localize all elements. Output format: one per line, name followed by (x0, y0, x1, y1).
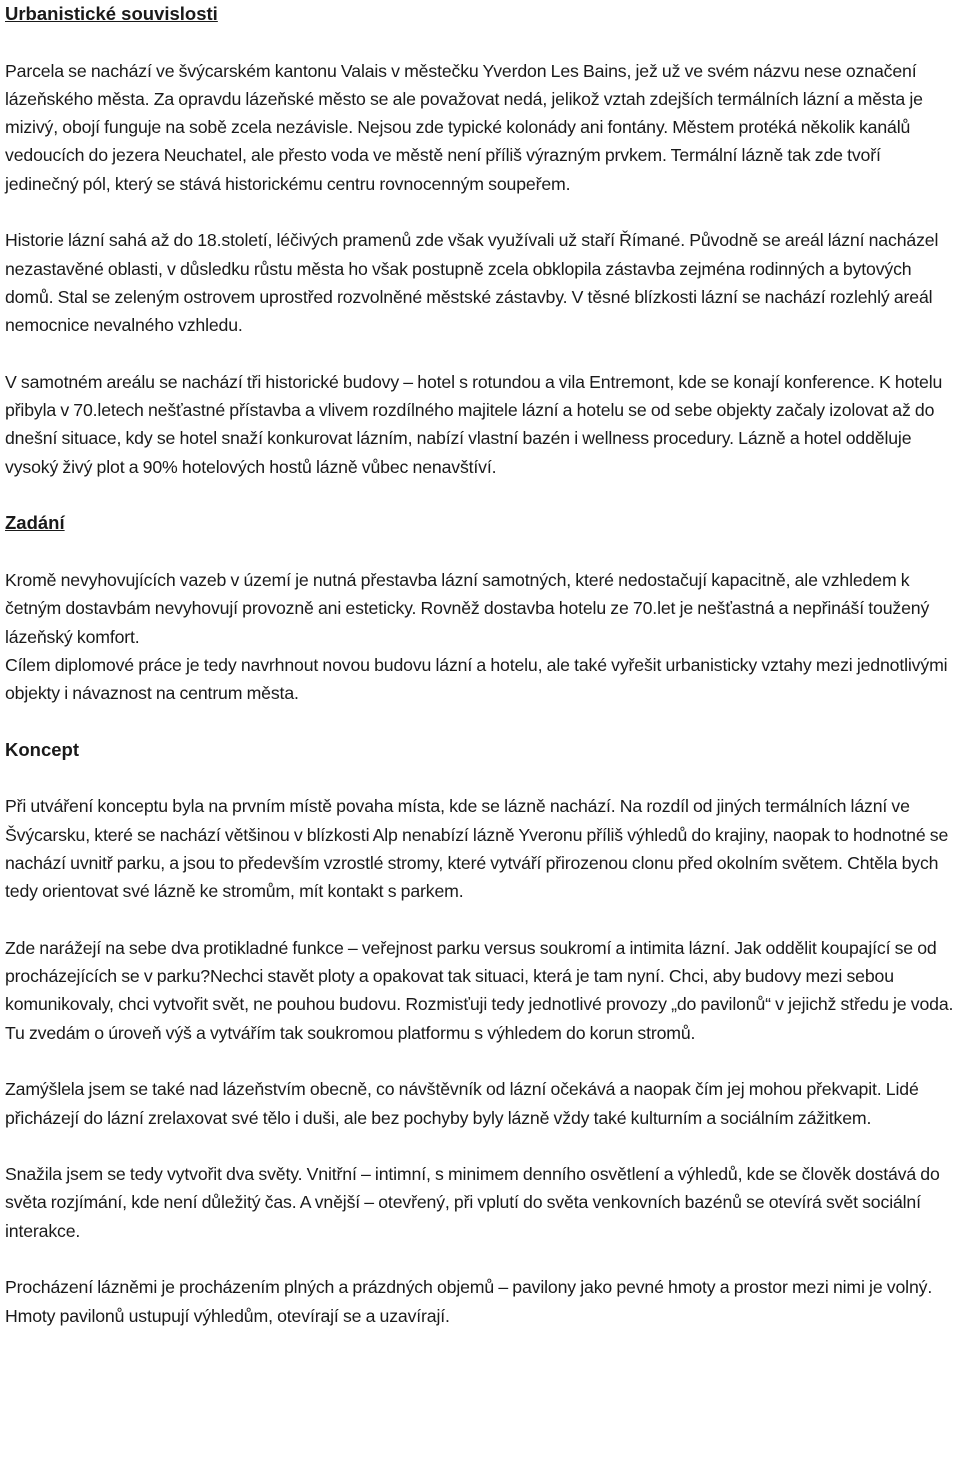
paragraph: V samotném areálu se nachází tři historické budovy – hotel s rotundou a vila Entremont, kde se konají konference. K hotelu přibyla v 70.letech nešťastné přístavba a vlivem rozdílného majitele lázní a hotelu se od sebe objekty začaly izolovat až do dnešní situace, kdy se hotel snaží konkurovat lázním, nabízí vlastní bazén i wellness procedury. Lázně a hotel odděluje vysoký živý plot a 90% hotelových hostů lázně vůbec nenavštíví. (5, 371, 943, 477)
paragraph: Snažila jsem se tedy vytvořit dva světy. Vnitřní – intimní, s minimem denního osvětlení a výhledů, kde se člověk dostává do světa rozjímání, kde není důležitý čas. A vnější – otevřený, při vplutí do světa venkovních bazénů se otevírá svět sociální interakce. (5, 1164, 940, 1241)
spacer (5, 538, 954, 566)
paragraph: Zamýšlela jsem se také nad lázeňstvím obecně, co návštěvník od lázní očekává a naopak čím jej mohou překvapit. Lidé přicházejí do lázní zrelaxovat své tělo i duši, ale bez pochyby byly lázně vždy také kulturním a sociálním zážitkem. (5, 1079, 919, 1128)
paragraph: Parcela se nachází ve švýcarském kantonu Valais v městečku Yverdon Les Bains, jež už ve svém názvu nese označení lázeňského města. Za opravdu lázeňské město se ale považovat nedá, jelikož vztah zdejších termálních lázní a města je mizivý, obojí funguje na sobě zcela nezávisle. Nejsou zde typické kolonády ani fontány. Městem protéká několik kanálů vedoucích do jezera Neuchatel, ale přesto voda ve městě není příliš výrazným prvkem. Termální lázně tak zde tvoří jedinečný pól, který se stává historickému centru rovnocenným soupeřem. (5, 60, 923, 194)
spacer (5, 707, 954, 735)
paragraph: Cílem diplomové práce je tedy navrhnout novou budovu lázní a hotelu, ale také vyřešit urbanisticky vztahy mezi jednotlivými objekty i návaznost na centrum města. (5, 654, 948, 704)
spacer (5, 906, 954, 934)
spacer (5, 1245, 954, 1273)
spacer (5, 1047, 954, 1075)
paragraph: Procházení lázněmi je procházením plných a prázdných objemů – pavilony jako pevné hmoty a prostor mezi nimi je volný. Hmoty pavilonů ustupují výhledům, otevírají se a uzavírají. (5, 1277, 933, 1326)
heading-zadani: Zadání (5, 512, 65, 534)
spacer (5, 764, 954, 792)
heading-urban-context: Urbanistické souvislosti (5, 3, 218, 24)
paragraph: Historie lázní sahá až do 18.století, léčivých pramenů zde však využívali už staří Římané. Původně se areál lázní nacházel nezastavěné oblasti, v důsledku růstu města ho však postupně zcela obklopila zástavba zejména rodinných a bytových domů. Stal se zeleným ostrovem uprostřed rozvolněné městské zástavby. V těsné blízkosti lázní se nachází rozlehlý areál nemocnice nevalného vzhledu. (5, 230, 939, 336)
paragraph: Při utváření konceptu byla na prvním místě povaha místa, kde se lázně nachází. Na rozdíl od jiných termálních lázní ve Švýcarsku, které se nachází většinou v blízkosti Alp nenabízí lázně Yveronu příliš výhledů do krajiny, naopak to hodnotné se nachází uvnitř parku, a jsou to především vzrostlé stromy, které vytváří přirozenou clonu před okolním světem. Chtěla bych tedy orientovat své lázně ke stromům, mít kontakt s parkem. (5, 796, 949, 902)
spacer (5, 1132, 954, 1160)
paragraph: Zde narážejí na sebe dva protikladné funkce – veřejnost parku versus soukromí a intimita lázní. Jak oddělit koupající se od procházejících se v parku?Nechci stavět ploty a opakovat tak situaci, která je tam nyní. Chci, aby budovy mezi sebou komunikovaly, chci vytvořit svět, ne pouhou budovu. Rozmisťuji tedy jednotlivé provozy „do pavilonů“ v jejichž středu je voda. Tu zvedám o úroveň výš a vytvářím tak soukromou platformu s výhledem do korun stromů. (5, 937, 954, 1043)
spacer (5, 340, 954, 368)
paragraph: Kromě nevyhovujících vazeb v území je nutná přestavba lázní samotných, které nedostačují kapacitně, ale vzhledem k četným dostavbám nevyhovují provozně ani esteticky. Rovněž dostavba hotelu ze 70.let je nešťastná a nepřináší toužený lázeňský komfort. (5, 569, 930, 647)
spacer (5, 198, 954, 226)
spacer (5, 481, 954, 509)
spacer (5, 28, 954, 56)
heading-koncept: Koncept (5, 738, 79, 760)
